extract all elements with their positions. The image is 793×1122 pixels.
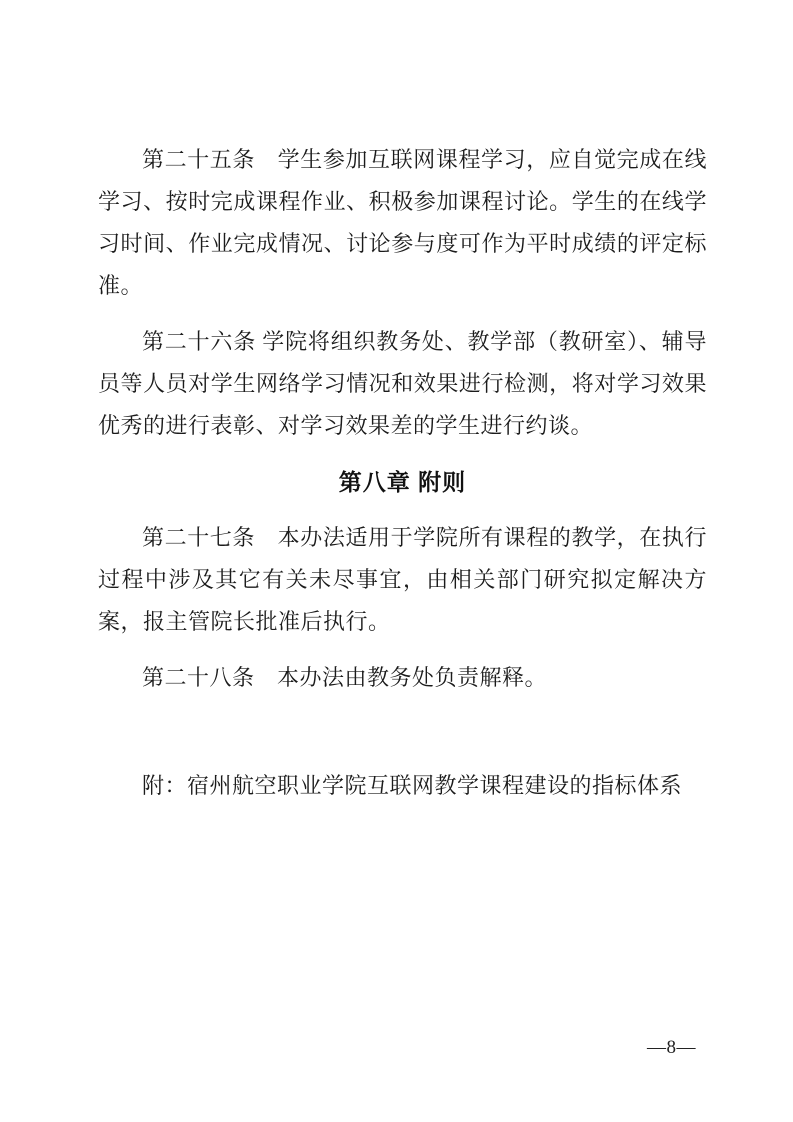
chapter-heading: 第八章 附则	[338, 469, 467, 495]
page-number: —8—	[647, 1037, 696, 1058]
document-content	[98, 139, 707, 807]
paragraph-article-27: 第二十七条 本办法适用于学院所有课程的教学，在执行过程中涉及其它有关未尽事宜，由相关部门研究拟定解决方案，报主管院长批准后执行。	[98, 525, 707, 634]
paragraph-article-26: 第二十六条 学院将组织教务处、教学部（教研室）、辅导员等人员对学生网络学习情况和效果进行检测，将对学习效果优秀的进行表彰、对学习效果差的学生进行约谈。	[98, 329, 707, 438]
paragraph-article-28: 第二十八条 本办法由教务处负责解释。	[142, 665, 548, 690]
paragraph-article-25: 第二十五条 学生参加互联网课程学习，应自觉完成在线学习、按时完成课程作业、积极参加课程讨论。学生的在线学习时间、作业完成情况、讨论参与度可作为平时成绩的评定标准。	[98, 147, 707, 298]
attachment-note: 附：宿州航空职业学院互联网教学课程建设的指标体系	[142, 773, 683, 798]
